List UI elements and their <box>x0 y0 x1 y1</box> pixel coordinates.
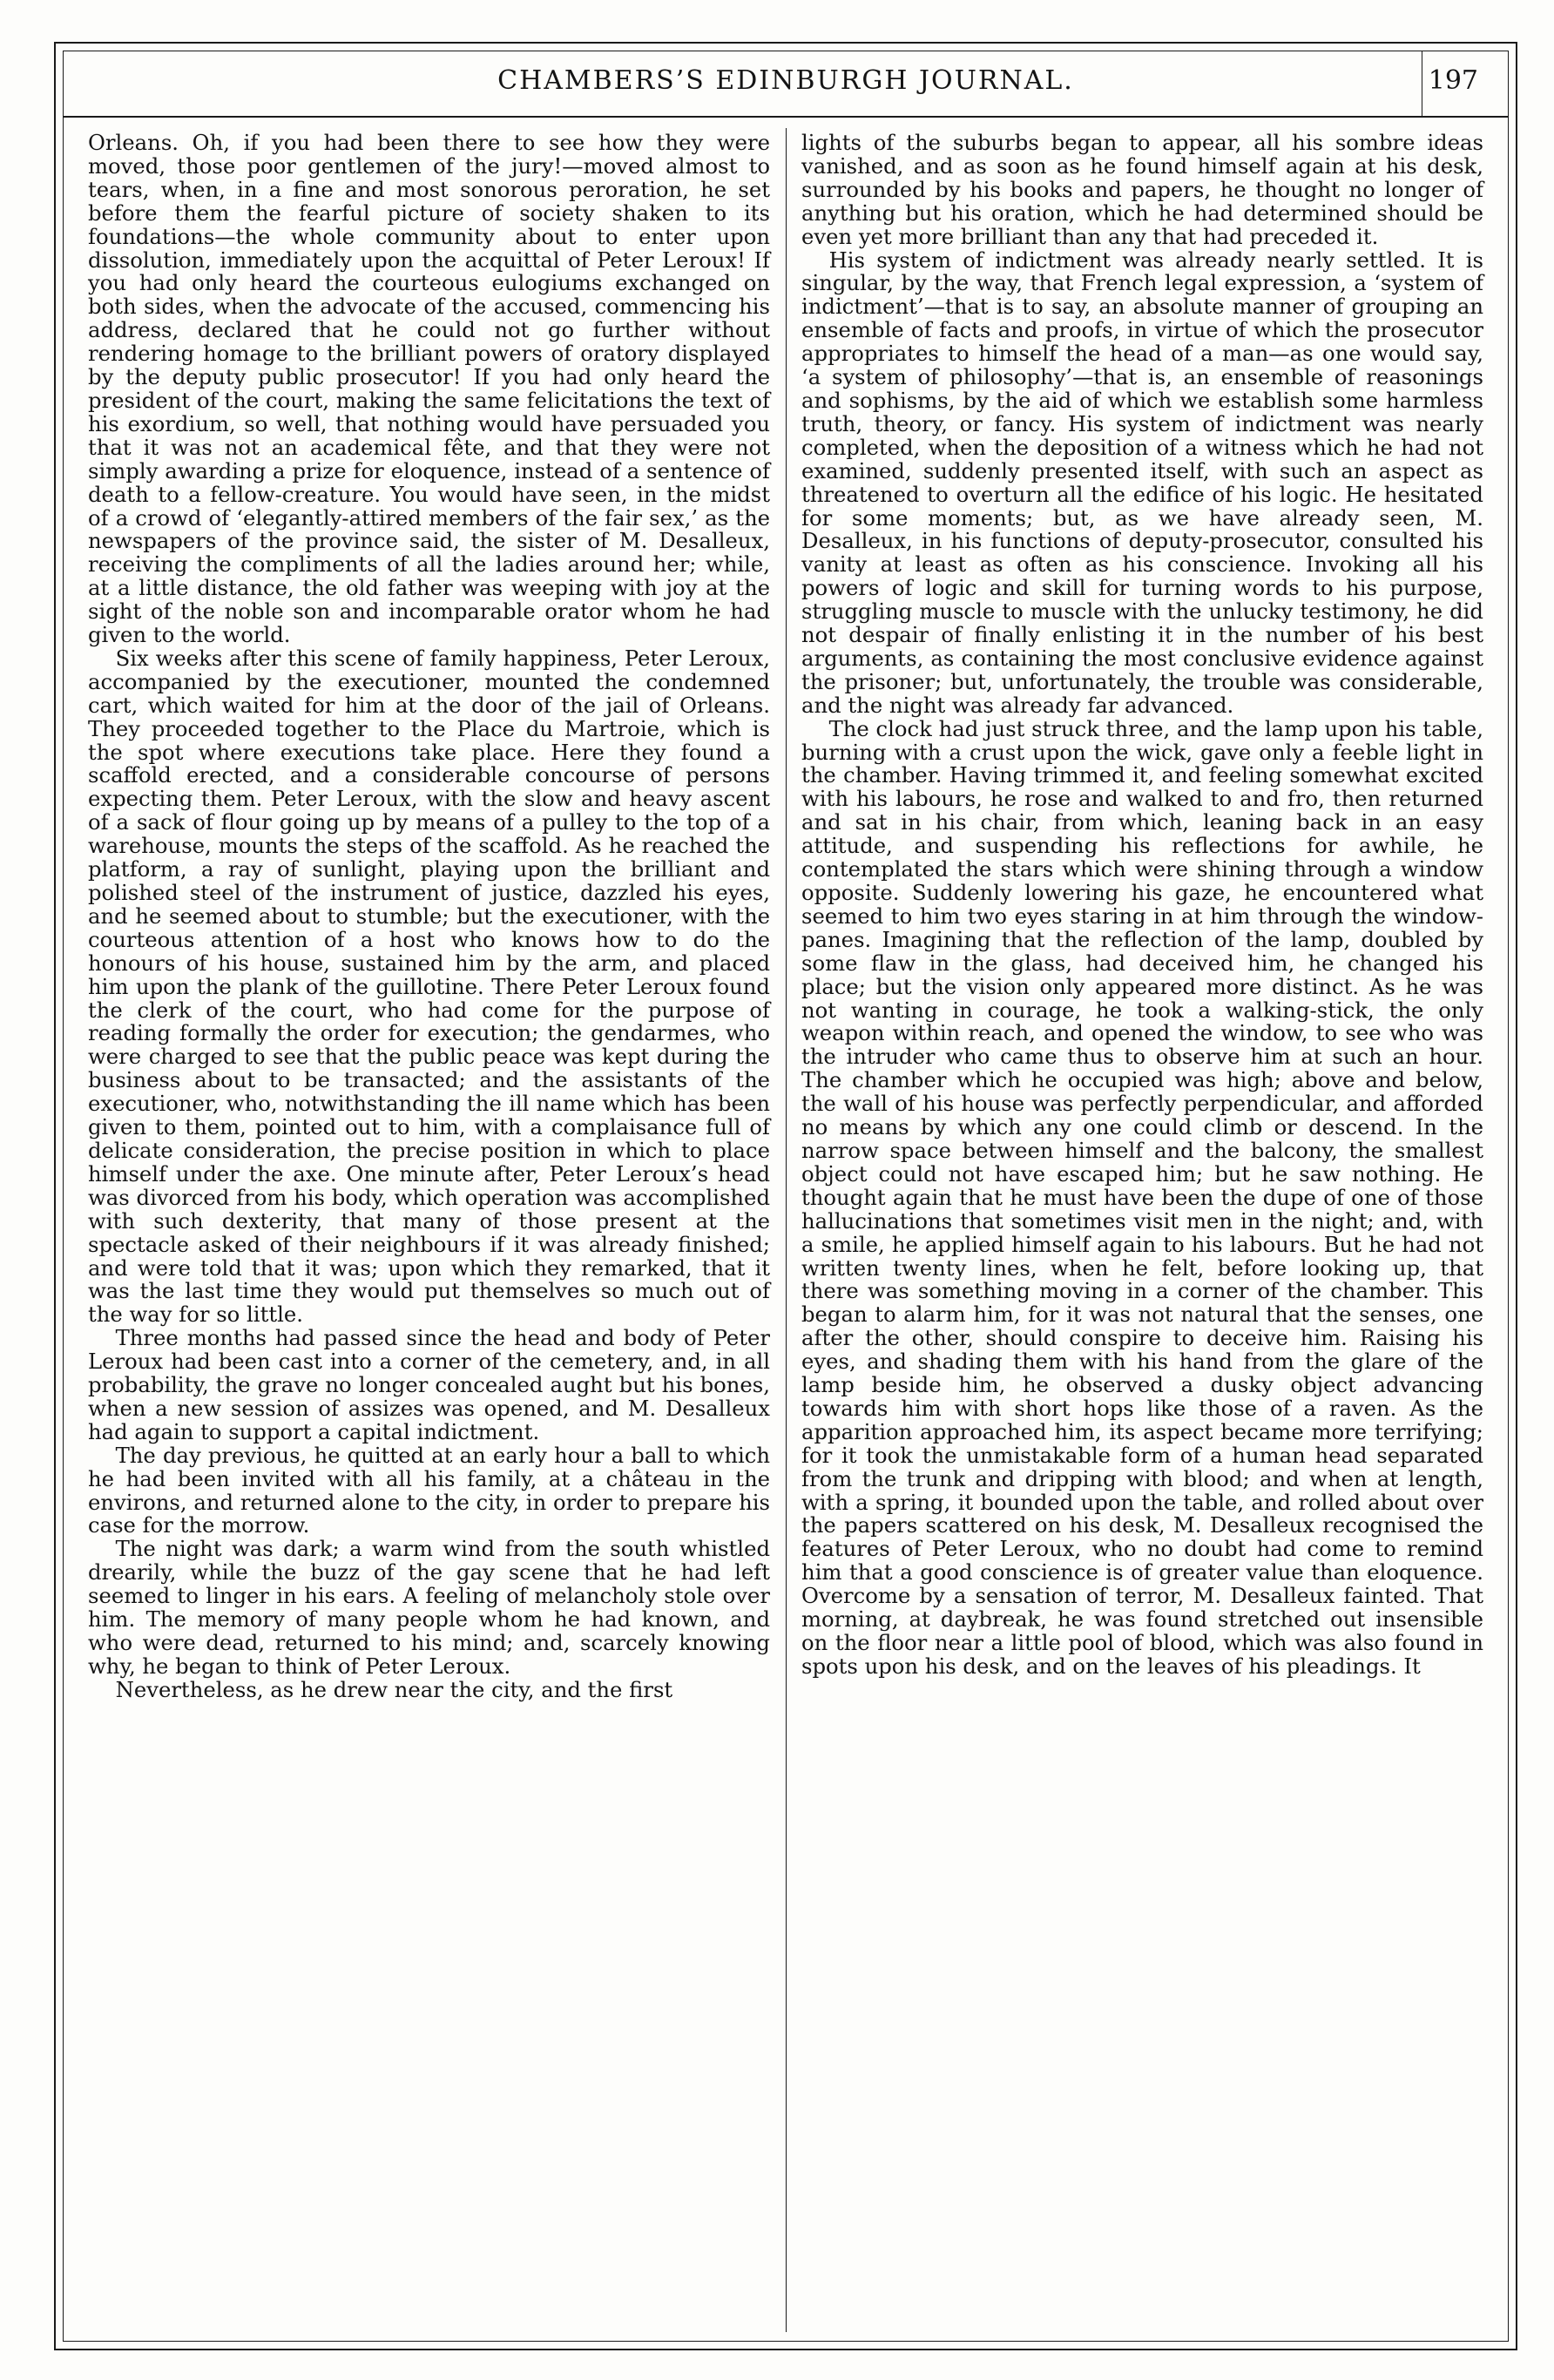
paragraph: lights of the suburbs began to appear, all his sombre ideas vanished, and as soon as he found himself again at his desk, surrounded by his books and papers, he thought no longer of anything but his oration, which he had determined should be even yet more brilliant than any that had preceded it. <box>801 130 1483 249</box>
paragraph: Orleans. Oh, if you had been there to see how they were moved, those poor gentlemen of the jury!—moved almost to tears, when, in a fine and most sonorous peroration, he set before them the fearful picture of society shaken to its foundations—the whole community about to enter upon dissolution, immediately upon the acquittal of Peter Leroux! If you had only heard the courteous eulogiums exchanged on both sides, when the advocate of the accused, commencing his address, declared that he could not go further without rendering homage to the brilliant powers of oratory displayed by the deputy public prosecutor! If you had only heard the president of the court, making the same felicitations the text of his exordium, so well, that nothing would have persuaded you that it was not an academical fête, and that they were not simply awarding a prize for eloquence, instead of a sentence of death to a fellow-creature. You would have seen, in the midst of a crowd of ‘elegantly-attired members of the fair sex,’ as the newspapers of the province said, the sister of M. Desalleux, receiving the compliments of all the ladies around her; while, at a little distance, the old father was weeping with joy at the sight of the noble son and incomparable orator whom he had given to the world. <box>88 130 770 648</box>
paragraph: The night was dark; a warm wind from the south whistled drearily, while the buzz of the gay scene that he had left seemed to linger in his ears. A feeling of melancholy stole over him. The memory of many people whom he had known, and who were dead, returned to his mind; and, scarcely knowing why, he began to think of Peter Leroux. <box>88 1536 770 1679</box>
page-frame <box>54 42 1517 2350</box>
text-columns <box>88 132 1483 2322</box>
paragraph: The day previous, he quitted at an early hour a ball to which he had been invited with all his family, at a château in the environs, and returned alone to the city, in order to prepare his case for the morrow. <box>88 1442 770 1538</box>
page-header <box>64 51 1508 118</box>
left-column <box>88 132 770 2322</box>
right-column <box>801 132 1483 2322</box>
paragraph: The clock had just struck three, and the lamp upon his table, burning with a crust upon the wick, gave only a feeble light in the chamber. Having trimmed it, and feeling somewhat excited with his labours, he rose and walked to and fro, then returned and sat in his chair, from which, leaning back in an easy attitude, and suspending his reflections for awhile, he contemplated the stars which were shining through a window opposite. Suddenly lowering his gaze, he encountered what seemed to him two eyes staring in at him through the window-panes. Imagining that the reflection of the lamp, doubled by some flaw in the glass, had deceived him, he changed his place; but the vision only appeared more distinct. As he was not wanting in courage, he took a walking-stick, the only weapon within reach, and opened the window, to see who was the intruder who came thus to observe him at such an hour. The chamber which he occupied was high; above and below, the wall of his house was perfectly perpendicular, and afforded no means by which any one could climb or descend. In the narrow space between himself and the balcony, the smallest object could not have escaped him; but he saw nothing. He thought again that he must have been the dupe of one of those hallucinations that sometimes visit men in the night; and, with a smile, he applied himself again to his labours. But he had not written twenty lines, when he felt, before looking up, that there was something moving in a corner of the chamber. This began to alarm him, for it was not natural that the senses, one after the other, should conspire to deceive him. Raising his eyes, and shading them with his hand from the glare of the lamp beside him, he observed a dusky object advancing towards him with short hops like those of a raven. As the apparition approached him, its aspect became more terrifying; for it took the unmistakable form of a human head separated from the trunk and dripping with blood; and when at length, with a spring, it bounded upon the table, and rolled about over the papers scattered on his desk, M. Desalleux recognised the features of Peter Leroux, who no doubt had come to remind him that a good conscience is of greater value than eloquence. Overcome by a sensation of terror, M. Desalleux fainted. That morning, at daybreak, he was found stretched out insensible on the floor near a little pool of blood, which was also found in spots upon his desk, and on the leaves of his pleadings. It <box>801 715 1483 1679</box>
paragraph: His system of indictment was already nearly settled. It is singular, by the way, that French legal expression, a ‘system of indictment’—that is to say, an absolute manner of grouping an ensemble of facts and proofs, in virtue of which the prosecutor appropriates to himself the head of a man—as one would say, ‘a system of philosophy’—that is, an ensemble of reasonings and sophisms, by the aid of which we establish some harmless truth, theory, or fancy. His system of indictment was nearly completed, when the deposition of a witness which he had not examined, suddenly presented itself, with such an aspect as threatened to overturn all the edifice of his logic. He hesitated for some moments; but, as we have already seen, M. Desalleux, in his functions of deputy-prosecutor, consulted his vanity at least as often as his conscience. Invoking all his powers of logic and skill for turning words to his purpose, struggling muscle to muscle with the unlucky testimony, he did not despair of finally enlisting it in the number of his best arguments, as containing the most conclusive evidence against the prisoner; but, unfortunately, the trouble was considerable, and the night was already far advanced. <box>801 247 1483 718</box>
paragraph: Three months had passed since the head and body of Peter Leroux had been cast into a corner of the cemetery, and, in all probability, the grave no longer concealed aught but his bones, when a new session of assizes was opened, and M. Desalleux had again to support a capital indictment. <box>88 1325 770 1444</box>
page-number: 197 <box>1428 65 1478 96</box>
page-inner-frame <box>63 51 1509 2342</box>
paragraph: Nevertheless, as he drew near the city, and the first <box>115 1676 673 1702</box>
running-head: CHAMBERS’S EDINBURGH JOURNAL. <box>497 65 1074 96</box>
paragraph: Six weeks after this scene of family happiness, Peter Leroux, accompanied by the executioner, mounted the condemned cart, which waited for him at the door of the jail of Orleans. They proceeded together to the Place du Martroie, which is the spot where executions take place. Here they found a scaffold erected, and a considerable concourse of persons expecting them. Peter Leroux, with the slow and heavy ascent of a sack of flour going up by means of a pulley to the top of a warehouse, mounts the steps of the scaffold. As he reached the platform, a ray of sunlight, playing upon the brilliant and polished steel of the instrument of justice, dazzled his eyes, and he seemed about to stumble; but the executioner, with the courteous attention of a host who knows how to do the honours of his house, sustained him by the arm, and placed him upon the plank of the guillotine. There Peter Leroux found the clerk of the court, who had come for the purpose of reading formally the order for execution; the gendarmes, who were charged to see that the public peace was kept during the business about to be transacted; and the assistants of the executioner, who, notwithstanding the ill name which has been given to them, pointed out to him, with a complaisance full of delicate consideration, the precise position in which to place himself under the axe. One minute after, Peter Leroux’s head was divorced from his body, which operation was accomplished with such dexterity, that many of those present at the spectacle asked of their neighbours if it was already finished; and were told that it was; upon which they remarked, that it was the last time they would put themselves so much out of the way for so little. <box>88 645 770 1328</box>
